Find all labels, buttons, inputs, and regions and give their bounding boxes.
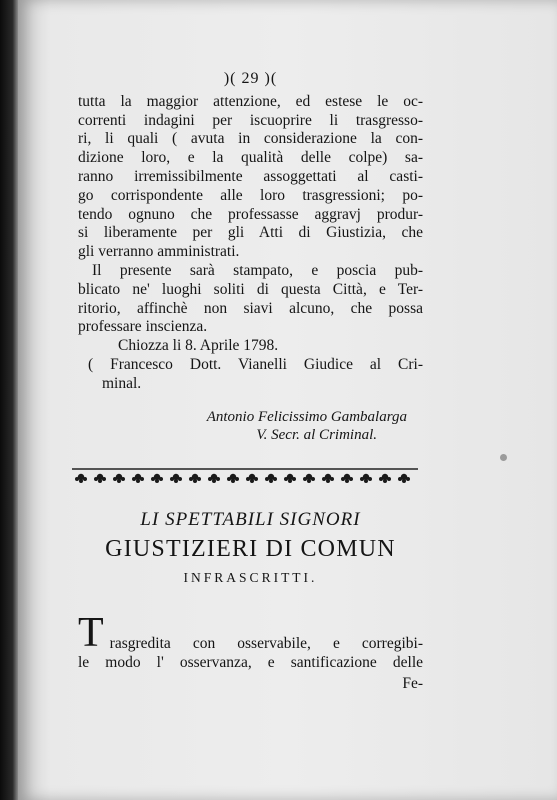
text-line: ri, li quali ( avuta in considerazione la con- <box>78 130 423 148</box>
ornamental-rule <box>72 467 418 485</box>
text-line: rasgredita con osservabile, e corregibi- <box>109 635 423 653</box>
text-line: gli verranno amministrati. <box>78 243 240 261</box>
page-text <box>78 70 423 694</box>
document-page <box>18 0 557 800</box>
top-paragraph <box>78 93 423 262</box>
judge-line: minal. <box>102 374 142 392</box>
drop-cap: T <box>78 610 104 657</box>
text-line: correnti indagini per iscuoprire li trasgresso- <box>78 111 423 129</box>
text-line: ritorio, affinchè non siavi alcuno, che possa <box>78 299 423 317</box>
heading-main: GIUSTIZIERI DI COMUN <box>105 535 396 562</box>
date-line: Chiozza li 8. Aprile 1798. <box>118 337 279 355</box>
publication-paragraph <box>78 262 423 337</box>
paper-speck <box>500 454 507 461</box>
body-paragraph <box>78 610 423 673</box>
text-line: tutta la maggior attenzione, ed estese le oc- <box>78 92 423 110</box>
text-line: ranno irremissibilmente assoggettati al casti- <box>78 167 423 185</box>
signature-name: Antonio Felicissimo Gambalarga <box>206 408 407 425</box>
signature-title: V. Secr. al Criminal. <box>256 427 377 444</box>
judge-line: ( Francesco Dott. Vianelli Giudice al Cri- <box>88 355 423 373</box>
text-line: professare inscienza. <box>78 318 208 336</box>
text-line: le modo l' osservanza, e santificazione delle <box>78 654 423 672</box>
heading-sub: INFRASCRITTI. <box>183 569 318 585</box>
text-line: Il presente sarà stampato, e poscia pub- <box>92 261 423 279</box>
page-number: )( 29 )( <box>223 70 278 87</box>
text-line: blicato ne' luoghi soliti di questa Città, e Ter- <box>78 280 423 298</box>
text-line: dizione loro, e la qualità delle colpe) sa- <box>78 149 423 167</box>
book-gutter-shadow <box>0 0 18 800</box>
text-line: tendo ognuno che professasse aggravj produr- <box>78 205 423 223</box>
text-line: go corrispondente alle loro trasgressioni; po- <box>78 186 423 204</box>
text-line: si liberamente per gli Atti di Giustizia, che <box>78 224 423 242</box>
heading-italic: LI SPETTABILI SIGNORI <box>140 508 361 530</box>
catchword: Fe- <box>402 674 423 692</box>
